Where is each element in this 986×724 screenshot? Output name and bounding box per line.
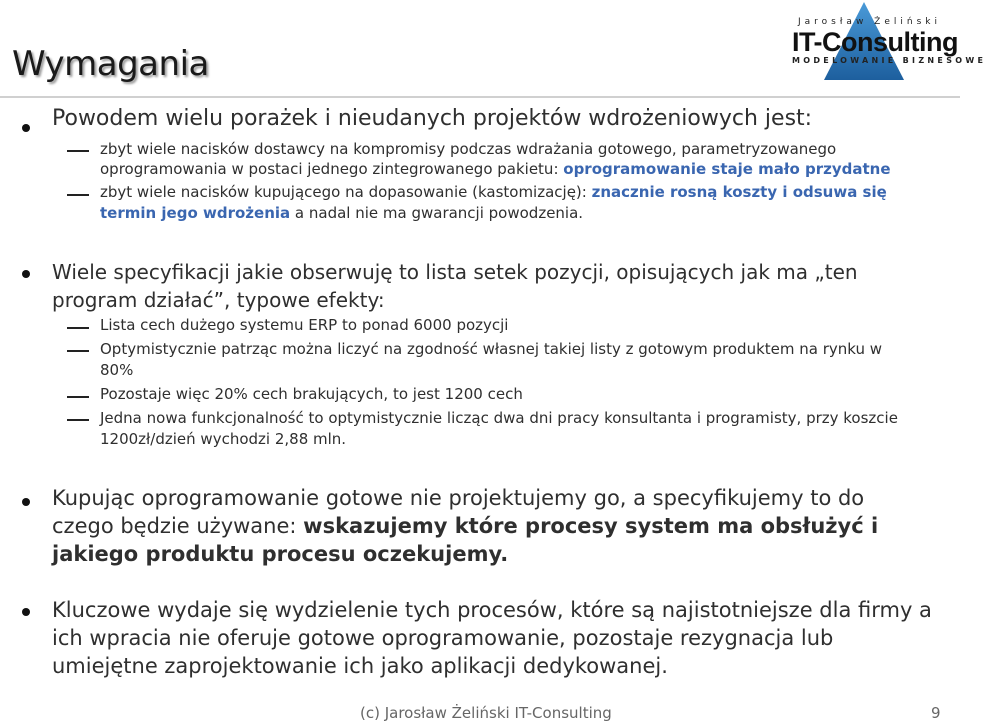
page-title: Wymagania (12, 44, 209, 84)
bullet-2-sub-3: Pozostaje więc 20% cech brakujących, to jest 1200 cech (100, 385, 523, 403)
bullet-1-text: Powodem wielu porażek i nieudanych projektów wdrożeniowych jest: (52, 106, 813, 131)
dash (67, 150, 89, 152)
title-divider (0, 96, 960, 98)
dash (67, 350, 89, 352)
bullet-dot (22, 498, 30, 506)
bullet-1-sub-1: zbyt wiele nacisków dostawcy na kompromisy podczas wdrażania gotowego, parametryzowanego oprogramowania w postaci jednego zintegrowanego pakietu: oprogramowanie staje mało przydatne (100, 140, 891, 178)
logo-author: Jarosław Żeliński (798, 17, 941, 27)
page-number: 9 (931, 704, 941, 722)
bullet-1-sub-2: zbyt wiele nacisków kupującego na dopasowanie (kastomizację): znacznie rosną koszty i odsuwa się termin jego wdrożenia a nadal nie ma gwarancji powodzenia. (100, 183, 887, 222)
logo-tagline: MODELOWANIE BIZNESOWE (792, 56, 986, 65)
bullet-3-text: Kupując oprogramowanie gotowe nie projektujemy go, a specyfikujemy to do czego będzie używane: wskazujemy które procesy system ma obsłużyć i jakiego produktu procesu oczekujemy. (52, 486, 879, 566)
company-logo (772, 0, 986, 90)
bullet-2-text: Wiele specyfikacji jakie obserwuję to lista setek pozycji, opisujących jak ma „ten program działać”, typowe efekty: (52, 260, 858, 312)
bullet-dot (22, 270, 30, 278)
dash (67, 396, 89, 398)
bullet-dot (22, 124, 30, 132)
bullet-2-sub-1: Lista cech dużego systemu ERP to ponad 6000 pozycji (100, 316, 509, 334)
bullet-dot (22, 608, 30, 616)
dash (67, 327, 89, 329)
logo-wordmark: IT-Consulting (792, 27, 958, 57)
footer-copyright: (c) Jarosław Żeliński IT-Consulting (360, 704, 612, 722)
dash (67, 194, 89, 196)
bullet-4-text: Kluczowe wydaje się wydzielenie tych procesów, które są najistotniejsze dla firmy a ich wpracia nie oferuje gotowe oprogramowanie, pozostaje rezygnacja lub umiejętne zaprojektowanie ich jako aplikacji dedykowanej. (52, 598, 932, 678)
bullet-2-sub-2: Optymistycznie patrząc można liczyć na zgodność własnej takiej listy z gotowym produktem na rynku w 80% (100, 340, 883, 379)
dash (67, 419, 89, 421)
bullet-2-sub-4: Jedna nowa funkcjonalność to optymistycznie licząc dwa dni pracy konsultanta i programisty, przy koszcie 1200zł/dzień wychodzi 2,88 mln. (100, 409, 898, 448)
